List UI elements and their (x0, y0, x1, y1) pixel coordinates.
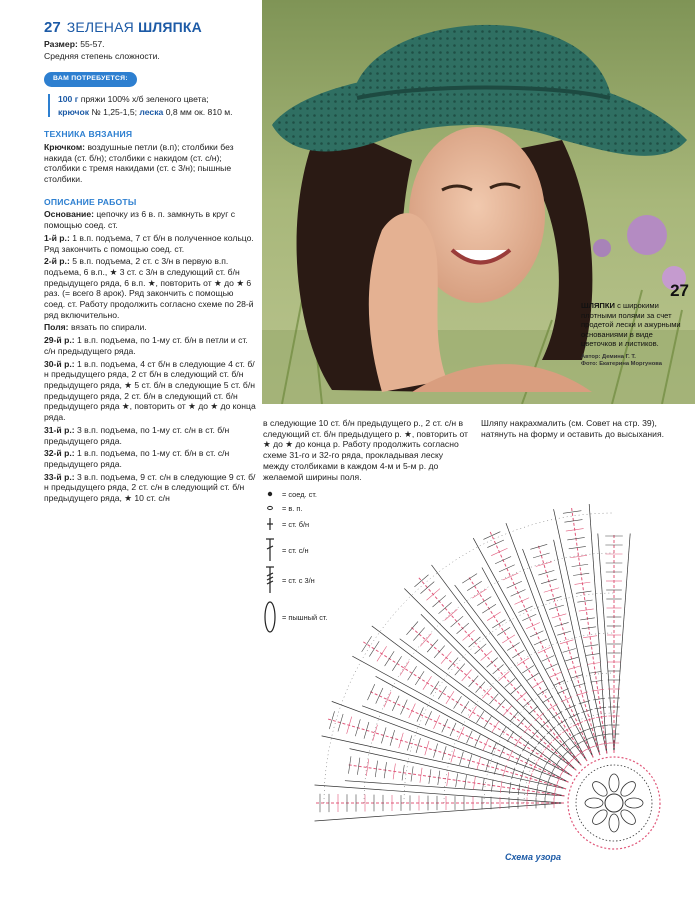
row-text: 1 в.п. подъема, по 1-му ст. б/н в петли и ст. с/н предыдущего ряда. (44, 335, 248, 356)
chart-stitch (454, 696, 462, 708)
chart-stitch (531, 730, 539, 739)
chart-stitch (491, 742, 496, 754)
chart-ring (568, 757, 660, 849)
chart-stitch (414, 575, 428, 587)
caption-author: Автор: Демина Г. Т. (581, 353, 636, 360)
chart-petal (609, 774, 619, 792)
row-text: 3 в.п. подъема, 9 ст. с/н в следующие 9 ст. б/н предыдущего ряда, 2 ст. с/н в следующий ст. б/н предыдущего ряда, ★ 10 ст. с/н (44, 471, 256, 504)
pattern-instructions (44, 19, 256, 506)
chart-stitch (448, 658, 458, 670)
chart-stitch (549, 672, 561, 677)
chart-stitch (487, 540, 504, 548)
row-1 (44, 233, 256, 254)
materials-line-1 (58, 94, 256, 105)
chart-spoke-pink (489, 530, 593, 757)
chart-stitch (538, 647, 551, 653)
chart-stitch (475, 735, 481, 747)
chart-stitch (500, 746, 505, 757)
technique-body: воздушные петли (в.п); столбики без накида (ст. б/н); столбики с накидом (ст. с/н); столбики с тремя накидами (ст. с 3/н); пышные столбики. (44, 141, 234, 185)
chart-stitch (469, 706, 477, 718)
chart-stitch (445, 609, 458, 620)
chart-stitch (451, 616, 464, 627)
chart-stitch (522, 741, 528, 751)
chart-stitch (507, 643, 519, 651)
chart-stitch (517, 692, 527, 701)
chart-stitch (500, 726, 507, 737)
chart-stitch (477, 597, 491, 606)
chart-stitch (534, 639, 547, 645)
line-value: 0,8 мм ок. 810 м. (165, 106, 233, 117)
chart-stitch (592, 689, 604, 691)
chart-stitch (524, 724, 532, 733)
chart-stitch (442, 719, 448, 732)
chart-spoke (352, 656, 572, 776)
chart-stitch (476, 682, 485, 693)
row-label: 2-й р.: (44, 256, 70, 267)
technique-heading: ТЕХНИКА ВЯЗАНИЯ (44, 129, 133, 140)
chart-petal (590, 779, 610, 799)
chart-stitch (441, 652, 451, 664)
row-label: 31-й р.: (44, 424, 75, 435)
chart-spoke (482, 568, 587, 761)
chart-stitch (392, 696, 399, 711)
chart-petal (625, 798, 643, 808)
legend-label: = соед. ст. (282, 489, 317, 499)
chart-stitch (529, 706, 538, 714)
hook-label: крючок (58, 106, 90, 117)
chart-stitch (467, 581, 482, 590)
double-crochet-icon (262, 538, 278, 562)
chart-stitch (503, 573, 518, 580)
chart-stitch (563, 511, 581, 514)
chart-stitch (500, 781, 502, 793)
chart-stitch (425, 711, 431, 725)
chart-stitch (413, 628, 424, 641)
chart-stitch (469, 637, 481, 647)
title-row (44, 19, 256, 36)
chart-stitch (590, 735, 600, 738)
photo-caption (581, 282, 689, 369)
chart-stitch (489, 694, 498, 704)
caption-bold: ШЛЯПКИ (581, 301, 615, 310)
chart-stitch (406, 621, 418, 634)
chart-spoke (345, 781, 565, 796)
chart-spoke (376, 676, 569, 782)
chart-spoke-pink (571, 506, 607, 753)
pattern-number: 27 (44, 19, 61, 36)
row-32 (44, 448, 256, 469)
single-crochet-icon (262, 516, 278, 532)
chart-stitch (493, 665, 504, 674)
chart-stitch (527, 673, 538, 680)
chart-spoke (362, 706, 568, 782)
row-text: вязать по спирали. (70, 322, 147, 333)
chart-stitch (392, 656, 401, 671)
row-label: Поля: (44, 322, 69, 333)
size-line (44, 39, 256, 50)
yarn-amount: 100 г (58, 93, 79, 104)
chart-stitch (420, 634, 431, 647)
chart-stitch (400, 661, 409, 675)
chart-stitch (499, 671, 510, 680)
chart-stitch (545, 788, 546, 798)
chart-stitch (585, 645, 599, 647)
chart-stitch (462, 670, 472, 681)
chart-stitch (499, 565, 515, 572)
chart-stitch (431, 681, 439, 694)
chart-stitch (495, 556, 511, 563)
chart-stitch (516, 754, 521, 765)
row-31 (44, 425, 256, 446)
row-text: 1 в.п. подъема, 7 ст б/н в полученное кольцо. Ряд закончить с помощью соед. ст. (44, 232, 254, 254)
chart-petal (618, 807, 638, 827)
chart-row-arc (444, 633, 614, 803)
chart-stitch (542, 696, 552, 703)
chart-stitch (546, 779, 549, 789)
title-bold: ШЛЯПКА (138, 19, 202, 35)
crochet-chart (286, 468, 686, 860)
chart-stitch (517, 718, 525, 727)
chart-stitch (522, 666, 534, 673)
chart-stitch (532, 681, 543, 688)
chart-stitch (450, 723, 456, 736)
chart-stitch (541, 720, 550, 728)
chart-stitch (491, 548, 507, 555)
row-text: 3 в.п. подъема, по 1-му ст. с/н в ст. б/н предыдущего ряда. (44, 424, 230, 446)
chart-stitch (482, 604, 496, 613)
chart-stitch (530, 631, 543, 637)
row-label: 33-й р.: (44, 471, 75, 482)
chart-stitch (538, 736, 546, 745)
yarn-desc: пряжи 100% х/б зеленого цвета; (80, 93, 209, 104)
chart-stitch (561, 697, 572, 702)
chart-stitch (369, 641, 379, 656)
chart-stitch (417, 707, 424, 721)
chart-stitch (542, 656, 554, 662)
chart-stitch (400, 700, 407, 715)
chart-spoke-pink (326, 718, 566, 788)
legend-label: = ст. с/н (282, 545, 309, 555)
chart-stitch (503, 706, 512, 716)
chart-spoke (598, 533, 614, 753)
chart-spoke-pink (347, 765, 565, 796)
size-value: 55-57. (80, 38, 105, 49)
chart-stitch (599, 734, 609, 735)
legend-label: = пышный ст. (282, 612, 328, 622)
chart-stitch (438, 686, 446, 699)
legend-label: = ст. с 3/н (282, 575, 315, 585)
chart-stitch (427, 640, 438, 653)
chain-stitch-icon (262, 500, 278, 516)
chart-stitch (367, 684, 374, 700)
chart-stitch (434, 646, 445, 658)
title-regular: ЗЕЛЕНАЯ (66, 19, 134, 35)
chart-stitch (507, 731, 514, 741)
chart-center (605, 794, 623, 812)
chart-row-arc (524, 713, 614, 803)
chart-stitch (461, 701, 469, 713)
chart-stitch (472, 589, 486, 598)
chart-stitch (463, 630, 475, 640)
chart-petal (590, 807, 610, 827)
chart-stitch (434, 715, 440, 729)
chart-stitch (462, 574, 477, 584)
chart-stitch (420, 582, 434, 594)
row-text: 5 в.п. подъема, 2 ст. с 3/н в первую в.п. подъема, 6 в.п., ★ 3 ст. с 3/н в следующий ст. б/н предыдущего ряда, 6 в.п. ★, повторить от ★ до ★ 6 раз. (= всего 8 арок). Ряд закончить с помощью соед. ст. Работу продолжить согласно схеме по 28-й ряд включительно. (44, 256, 254, 320)
caption-number: 27 (670, 281, 689, 300)
puff-stitch-icon (262, 600, 278, 634)
row-label: 30-й р.: (44, 358, 75, 369)
chart-stitch (549, 770, 553, 780)
legend-label: = в. п. (282, 503, 303, 513)
chart-stitch (511, 685, 521, 694)
chart-row-arc (364, 553, 614, 803)
chart-stitch (477, 711, 484, 723)
chart-stitch (338, 714, 343, 732)
chart-stitch (492, 620, 505, 628)
row-29 (44, 335, 256, 356)
technique-text (44, 142, 256, 185)
continuation-text: в следующие 10 ст. б/н предыдущего р., 2 ст. с/н в следующий ст. б/н предыдущего р. ★, повторить от ★ до ★ до конца р. Работу продолжить согласно схеме 31-го и 32-го ряда, прокладывая леску между столбиками в каждом 4-м и 5-м р. до желаемой ширины поля. (263, 418, 468, 482)
chart-stitch (411, 766, 413, 781)
chart-stitch (483, 532, 500, 540)
chart-stitch (487, 658, 498, 668)
chart-row-arc (324, 513, 614, 803)
chart-stitch (408, 666, 417, 680)
chart-stitch (409, 704, 416, 719)
chart-stitch (439, 602, 452, 613)
materials-list (48, 94, 256, 117)
row-label: 29-й р.: (44, 335, 75, 346)
chart-stitch (515, 736, 522, 746)
description-heading: ОПИСАНИЕ РАБОТЫ (44, 196, 137, 207)
chart-spoke (315, 803, 564, 821)
chart-spoke-pink (368, 691, 568, 782)
row-text: цепочку из 6 в. п. замкнуть в круг с помощью соед. ст. (44, 209, 236, 231)
chart-stitch (329, 711, 334, 729)
chart-stitch (483, 738, 488, 750)
chart-stitch (545, 742, 552, 750)
chart-stitch (376, 688, 383, 704)
chart-stitch (497, 627, 510, 635)
chart-stitch (510, 712, 518, 722)
chart-stitch (467, 731, 473, 743)
chart-stitch (547, 727, 556, 735)
chart-stitch (553, 680, 565, 685)
chart-stitch (581, 738, 591, 742)
materials-line-2 (58, 107, 256, 118)
chart-stitch (456, 774, 458, 788)
chart-stitch (415, 671, 424, 685)
row-label: 32-й р.: (44, 448, 75, 459)
chart-spoke (523, 549, 600, 755)
technique-label: Крючком: (44, 141, 86, 152)
row-text: 1 в.п. подъема, 4 ст б/н в следующие 4 ст. б/н предыдущего ряда, 2 ст б/н в следующий ст. б/н предыдущего ряда, ★ 5 ст. б/н в следующие 5 ст. б/н предыдущего ряда, 2 ст. б/н в следующий ст. б/н предыдущего ряда ★, повторить от ★ до ★ до конца ряда. (44, 358, 256, 423)
chart-stitch (577, 600, 592, 602)
chart-stitch (482, 688, 491, 699)
chart-stitch (522, 614, 536, 620)
chart-row-arc (404, 593, 614, 803)
chart-stitch (487, 612, 500, 621)
size-label: Размер: (44, 38, 78, 49)
blank-area (0, 524, 262, 924)
chart-stitch (384, 692, 391, 707)
chart-stitch (523, 699, 533, 707)
chart-stitch (511, 589, 526, 596)
chart-petal (609, 814, 619, 832)
chart-stitch (546, 664, 558, 670)
chart-stitch (362, 636, 372, 652)
chart-stitch (512, 650, 524, 658)
chart-stitch (565, 705, 576, 710)
chart-stitch (484, 716, 491, 727)
finishing-text: Шляпу накрахмалить (см. Совет на стр. 39), натянуть на форму и оставить до высыхания. (481, 418, 665, 439)
chart-stitch (557, 719, 567, 725)
chart-spoke (554, 540, 600, 755)
chart-spoke (614, 533, 630, 753)
need-badge: ВАМ ПОТРЕБУЕТСЯ: (44, 72, 137, 87)
chart-ring (576, 765, 652, 841)
row-base (44, 209, 256, 230)
chart-stitch (426, 589, 440, 601)
chart-caption: Схема узора (505, 852, 562, 862)
chart-stitch (508, 750, 513, 761)
chart-stitch (475, 644, 487, 654)
chart-stitch (432, 595, 445, 607)
chart-spoke-pink (468, 576, 587, 761)
row-30 (44, 359, 256, 423)
chart-stitch (469, 676, 479, 687)
chart-stitch (385, 651, 395, 666)
chart-stitch (526, 623, 540, 629)
chart-stitch (518, 606, 532, 613)
row-33 (44, 472, 256, 504)
chart-stitch (557, 689, 568, 694)
caption-photographer: Фото: Екатерина Моргунова (581, 361, 662, 368)
triple-treble-icon (262, 566, 278, 594)
chart-stitch (492, 721, 499, 732)
chart-stitch (547, 704, 557, 711)
chart-stitch (481, 651, 492, 661)
chart-stitch (446, 691, 454, 704)
caption-text: с широкими плотными полями за счет продетой лески и ажурными основаниями в виде цветочков и листиков. (581, 301, 681, 349)
chart-petal (618, 779, 638, 799)
chart-stitch (455, 664, 465, 676)
pattern-title (66, 19, 202, 35)
chart-stitch (505, 678, 515, 687)
chart-petal (585, 798, 603, 808)
legend-label: = ст. б/н (282, 519, 310, 529)
chart-stitch (515, 598, 530, 605)
chart-spoke-pink (538, 544, 600, 755)
difficulty-line: Средняя степень сложности. (44, 51, 160, 62)
chart-stitch (366, 759, 368, 776)
chart-stitch (457, 623, 469, 634)
chart-stitch (507, 581, 522, 588)
chart-stitch (377, 646, 387, 661)
chart-spoke (421, 614, 576, 770)
chart-stitch (552, 711, 562, 717)
row-label: 1-й р.: (44, 232, 70, 243)
hook-value: № 1,25-1,5; (91, 106, 138, 117)
caption-credits (581, 354, 689, 369)
row-text: 1 в.п. подъема, по 1-му ст. б/н в ст. с/н предыдущего ряда. (44, 448, 230, 469)
chart-stitch (496, 700, 505, 710)
chart-stitch (423, 676, 432, 689)
chart-stitch (535, 713, 544, 721)
row-field (44, 322, 256, 333)
chart-stitch (517, 658, 529, 666)
row-2 (44, 256, 256, 320)
row-label: Основание: (44, 209, 94, 220)
chart-spoke (350, 749, 565, 796)
line-label: леска (139, 106, 164, 117)
chart-stitch (502, 635, 515, 643)
